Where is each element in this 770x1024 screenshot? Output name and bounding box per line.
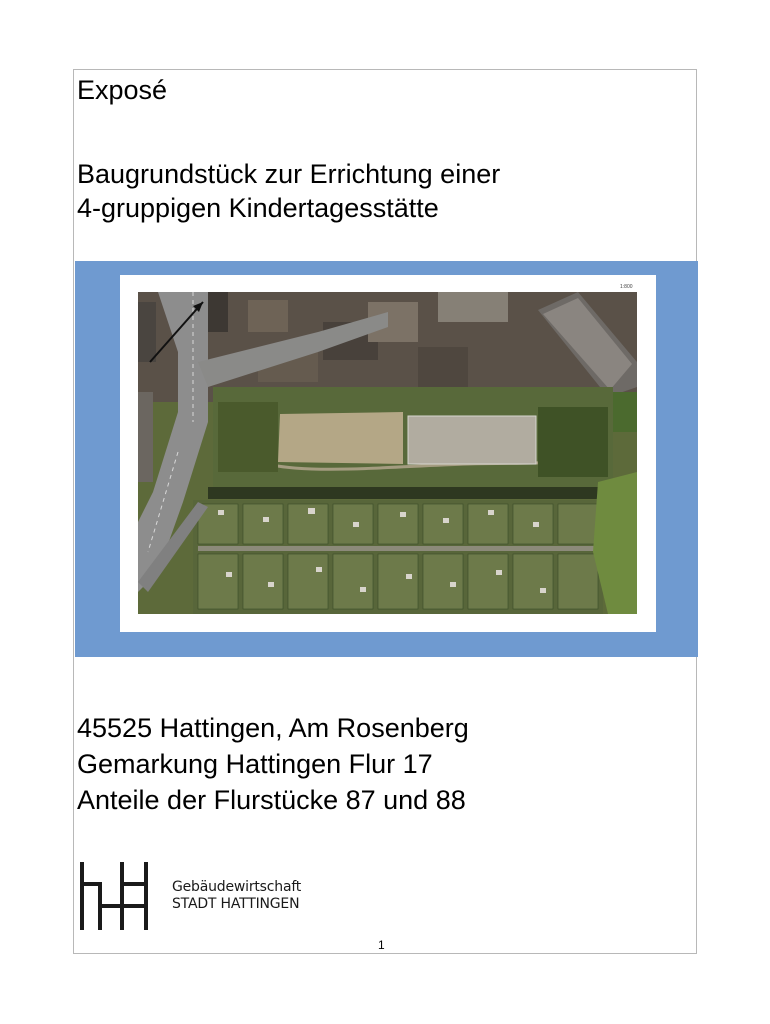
subtitle-line-1: Baugrundstück zur Errichtung einer	[77, 159, 501, 189]
address-line-1: 45525 Hattingen, Am Rosenberg	[77, 713, 469, 743]
organization-name	[172, 879, 301, 913]
scale-label: 1:800	[620, 284, 633, 290]
document-subtitle	[77, 157, 677, 225]
address-line-2: Gemarkung Hattingen Flur 17	[77, 749, 433, 779]
hh-logo-icon	[80, 862, 150, 930]
property-address	[77, 710, 677, 818]
organization-line-1: Gebäudewirtschaft	[172, 879, 302, 895]
subtitle-line-2: 4-gruppigen Kindertagesstätte	[77, 193, 439, 223]
page-number: 1	[378, 938, 385, 952]
aerial-photo	[138, 292, 637, 614]
address-line-3: Anteile der Flurstücke 87 und 88	[77, 785, 466, 815]
document-title: Exposé	[77, 75, 168, 105]
organization-line-2: STADT HATTINGEN	[172, 896, 300, 912]
